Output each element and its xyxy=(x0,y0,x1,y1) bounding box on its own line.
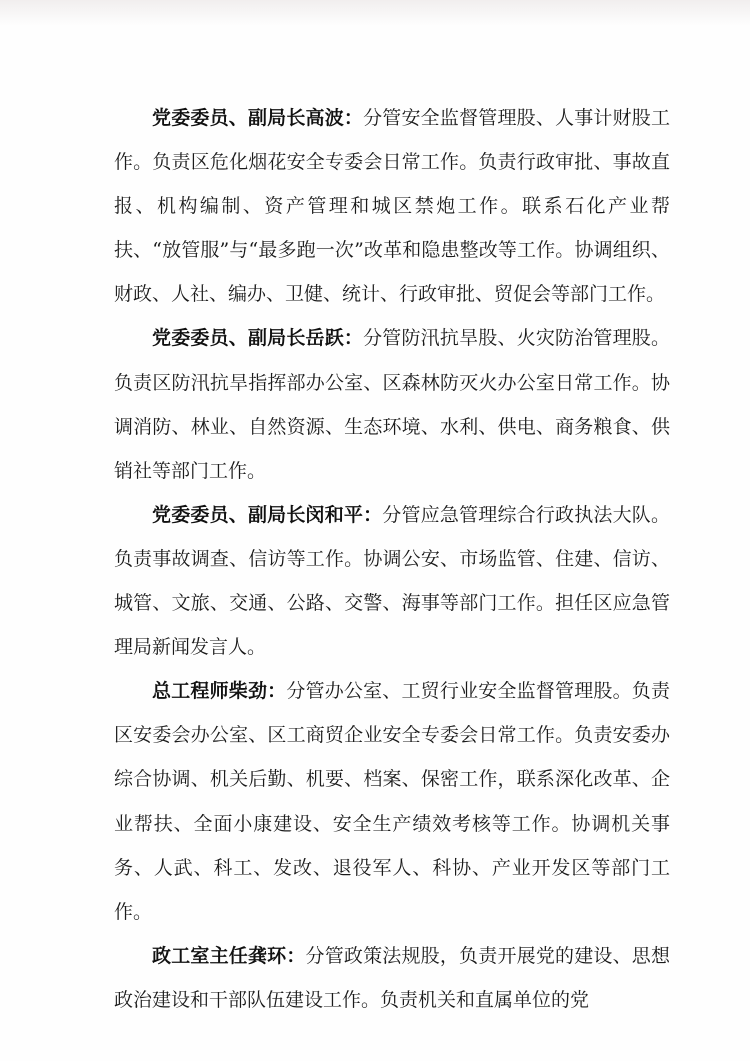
paragraph-lead: 党委委员、副局长闵和平： xyxy=(152,503,383,526)
duty-paragraph-gong-huan xyxy=(114,934,670,1022)
scan-top-shadow xyxy=(0,0,750,26)
paragraph-body: 分管办公室、工贸行业安全监督管理股。负责区安委会办公室、区工商贸企业安全专委会日常工作。负责安委办综合协调、机关后勤、机要、档案、保密工作，联系深化改革、企业帮扶、全面小康建设、安全生产绩效考核等工作。协调机关事务、人武、科工、发改、退役军人、科协、产业开发区等部门工作。 xyxy=(114,680,670,923)
paragraph-lead: 党委委员、副局长岳跃： xyxy=(152,327,364,350)
duty-paragraph-yue-yue xyxy=(114,316,670,492)
duty-paragraph-gao-bo xyxy=(114,96,670,316)
duty-paragraph-min-heping xyxy=(114,493,670,669)
paragraph-lead: 政工室主任龚环： xyxy=(152,944,306,967)
paragraph-body: 分管应急管理综合行政执法大队。负责事故调查、信访等工作。协调公安、市场监管、住建、信访、城管、文旅、交通、公路、交警、海事等部门工作。担任区应急管理局新闻发言人。 xyxy=(114,503,670,659)
document-body xyxy=(114,96,670,1022)
paragraph-lead: 党委委员、副局长高波： xyxy=(152,107,364,129)
paragraph-body: 分管安全监督管理股、人事计财股工作。负责区危化烟花安全专委会日常工作。负责行政审批、事故直报、机构编制、资产管理和城区禁炮工作。联系石化产业帮扶、“放管服”与“最多跑一次”改革和隐患整改等工作。协调组织、财政、人社、编办、卫健、统计、行政审批、贸促会等部门工作。 xyxy=(114,107,670,306)
paragraph-lead: 总工程师柴劲： xyxy=(152,680,287,703)
paragraph-body: 分管政策法规股，负责开展党的建设、思想政治建设和干部队伍建设工作。负责机关和直属单位的党 xyxy=(114,944,670,1011)
paragraph-body: 分管防汛抗旱股、火灾防治管理股。负责区防汛抗旱指挥部办公室、区森林防灭火办公室日常工作。协调消防、林业、自然资源、生态环境、水利、供电、商务粮食、供销社等部门工作。 xyxy=(114,327,670,482)
duty-paragraph-chai-jin xyxy=(114,669,670,934)
